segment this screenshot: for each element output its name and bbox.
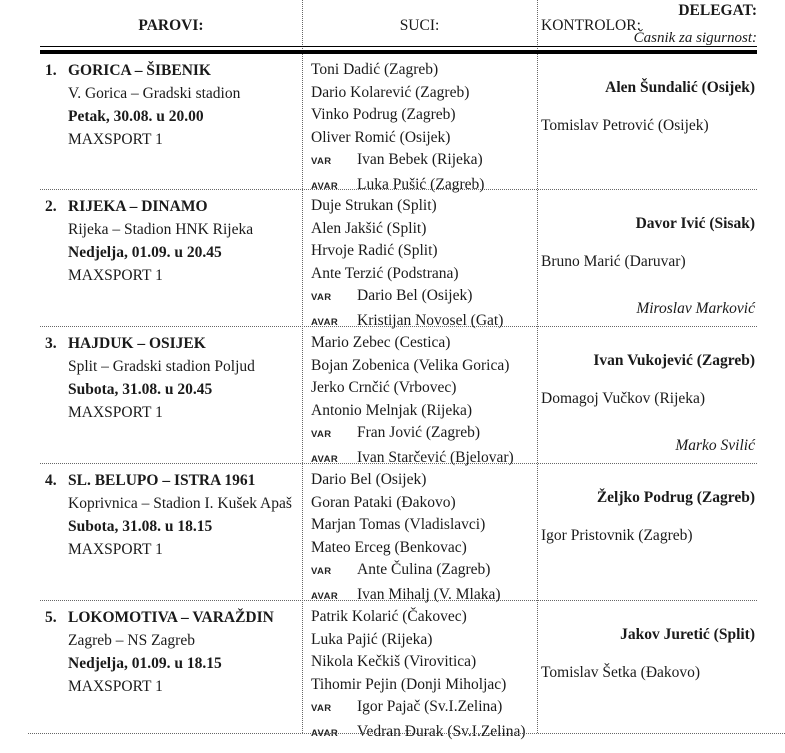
match-title-line [45, 606, 302, 629]
match-datetime: Nedjelja, 01.09. u 18.15 [68, 655, 222, 672]
referee-name: Luka Pajić (Rijeka) [311, 630, 433, 648]
referees-cell [302, 601, 537, 746]
security-officer-name: Marko Svilić [675, 437, 755, 454]
delegate-name: Alen Šundalić (Osijek) [605, 79, 755, 96]
match-info-cell [40, 601, 302, 746]
match-venue: V. Gorica – Gradski stadion [68, 85, 241, 102]
delegate-name: Ivan Vukojević (Zagreb) [593, 352, 755, 369]
referee-name: Tihomir Pejin (Donji Miholjac) [311, 675, 507, 693]
match-number: 4. [45, 472, 57, 489]
security-officer-name: Miroslav Marković [636, 300, 755, 317]
match-title: SL. BELUPO – ISTRA 1961 [68, 472, 256, 489]
match-row [40, 464, 757, 601]
match-datetime: Subota, 31.08. u 20.45 [68, 381, 213, 398]
referees-cell [302, 190, 537, 335]
match-title-line [45, 195, 302, 218]
match-title-line [45, 332, 302, 355]
match-row [40, 54, 757, 193]
match-row [40, 190, 757, 327]
match-tv-channel: MAXSPORT 1 [68, 267, 163, 284]
referee-name: Oliver Romić (Osijek) [311, 128, 451, 146]
controller-name: Igor Pristovnik (Zagreb) [541, 527, 693, 544]
avar-referee-name: Ivan Mihalj (V. Mlaka) [357, 585, 501, 603]
var-referee-name: Ivan Bebek (Rijeka) [357, 151, 483, 169]
match-info-cell [40, 54, 302, 199]
referee-name: Goran Pataki (Đakovo) [311, 493, 456, 511]
match-title: GORICA – ŠIBENIK [68, 62, 211, 79]
match-title: LOKOMOTIVA – VARAŽDIN [68, 609, 274, 626]
header-security-officer-label: Časnik za sigurnost: [633, 30, 757, 46]
match-number: 3. [45, 335, 57, 352]
referee-name: Vinko Podrug (Zagreb) [311, 106, 456, 124]
avar-label: AVAR [311, 590, 339, 602]
avar-label: AVAR [311, 453, 339, 465]
match-datetime: Petak, 30.08. u 20.00 [68, 108, 204, 125]
var-label: VAR [311, 292, 332, 304]
match-venue: Rijeka – Stadion HNK Rijeka [68, 221, 254, 238]
match-row [40, 601, 757, 740]
match-number: 1. [45, 62, 57, 79]
match-info-cell [40, 327, 302, 472]
referee-name: Hrvoje Radić (Split) [311, 242, 438, 260]
var-line [311, 422, 537, 447]
match-venue: Split – Gradski stadion Poljud [68, 358, 255, 375]
header-kontrolor-label: KONTROLOR: [541, 17, 641, 34]
var-label: VAR [311, 566, 332, 578]
header-delegat-label: DELEGAT: [678, 2, 757, 19]
match-title-line [45, 469, 302, 492]
avar-referee-name: Vedran Đurak (Sv.I.Zelina) [357, 722, 526, 740]
match-title: RIJEKA – DINAMO [68, 198, 208, 215]
delegate-name: Jakov Juretić (Split) [620, 626, 755, 643]
referee-name: Nikola Kečkiš (Virovitica) [311, 653, 477, 671]
var-line [311, 149, 537, 174]
referees-cell [302, 54, 537, 199]
referees-cell [302, 327, 537, 472]
avar-label: AVAR [311, 180, 339, 192]
match-tv-channel: MAXSPORT 1 [68, 404, 163, 421]
match-tv-channel: MAXSPORT 1 [68, 541, 163, 558]
match-datetime: Nedjelja, 01.09. u 20.45 [68, 244, 222, 261]
var-referee-name: Dario Bel (Osijek) [357, 287, 473, 305]
referee-name: Patrik Kolarić (Čakovec) [311, 608, 467, 625]
referee-name: Toni Dadić (Zagreb) [311, 61, 439, 78]
bottom-rule [28, 733, 785, 734]
match-title: HAJDUK – OSIJEK [68, 335, 206, 352]
match-number: 2. [45, 198, 57, 215]
avar-referee-name: Ivan Starčević (Bjelovar) [357, 448, 514, 466]
match-tv-channel: MAXSPORT 1 [68, 678, 163, 695]
officials-cell [537, 327, 757, 472]
referee-name: Alen Jakšić (Split) [311, 219, 427, 237]
referee-name: Bojan Zobenica (Velika Gorica) [311, 356, 510, 374]
referee-name: Jerko Crnčić (Vrbovec) [311, 379, 457, 397]
match-rows [0, 54, 785, 740]
var-label: VAR [311, 703, 332, 715]
var-referee-name: Igor Pajač (Sv.I.Zelina) [357, 698, 503, 716]
referee-name: Marjan Tomas (Vladislavci) [311, 516, 486, 534]
referee-name: Duje Strukan (Split) [311, 197, 437, 214]
match-venue: Koprivnica – Stadion I. Kušek Apaš [68, 495, 292, 512]
match-datetime: Subota, 31.08. u 18.15 [68, 518, 213, 535]
var-line [311, 696, 537, 721]
match-info-cell [40, 190, 302, 335]
referee-name: Mario Zebec (Cestica) [311, 334, 451, 351]
match-venue: Zagreb – NS Zagreb [68, 632, 195, 649]
referee-name: Antonio Melnjak (Rijeka) [311, 401, 472, 419]
referee-name: Ante Terzić (Podstrana) [311, 264, 459, 282]
match-title-line [45, 59, 302, 82]
var-label: VAR [311, 156, 332, 168]
header-rule [40, 46, 757, 54]
referee-name: Mateo Erceg (Benkovac) [311, 538, 467, 556]
match-info-cell [40, 464, 302, 609]
match-row [40, 327, 757, 464]
referee-name: Dario Kolarević (Zagreb) [311, 83, 470, 101]
var-referee-name: Ante Čulina (Zagreb) [357, 561, 491, 579]
match-number: 5. [45, 609, 57, 626]
controller-name: Tomislav Petrović (Osijek) [541, 117, 709, 134]
referee-name: Dario Bel (Osijek) [311, 471, 427, 488]
match-tv-channel: MAXSPORT 1 [68, 131, 163, 148]
controller-name: Tomislav Šetka (Đakovo) [541, 664, 701, 681]
delegate-name: Željko Podrug (Zagreb) [596, 489, 755, 506]
avar-label: AVAR [311, 727, 339, 739]
officials-cell [537, 190, 757, 335]
controller-name: Bruno Marić (Daruvar) [541, 253, 686, 270]
var-label: VAR [311, 429, 332, 441]
delegate-name: Davor Ivić (Sisak) [635, 215, 755, 232]
controller-name: Domagoj Vučkov (Rijeka) [541, 390, 706, 407]
officials-cell [537, 464, 757, 609]
referees-cell [302, 464, 537, 609]
avar-label: AVAR [311, 316, 339, 328]
header-parovi-label: PAROVI: [138, 17, 204, 34]
header-suci-label: SUCI: [399, 17, 440, 34]
var-line [311, 285, 537, 310]
avar-referee-name: Kristijan Novosel (Gat) [357, 311, 504, 329]
var-referee-name: Fran Jović (Zagreb) [357, 424, 481, 442]
avar-referee-name: Luka Pušić (Zagreb) [357, 175, 485, 193]
var-line [311, 559, 537, 584]
officials-cell [537, 54, 757, 199]
officials-cell [537, 601, 757, 746]
